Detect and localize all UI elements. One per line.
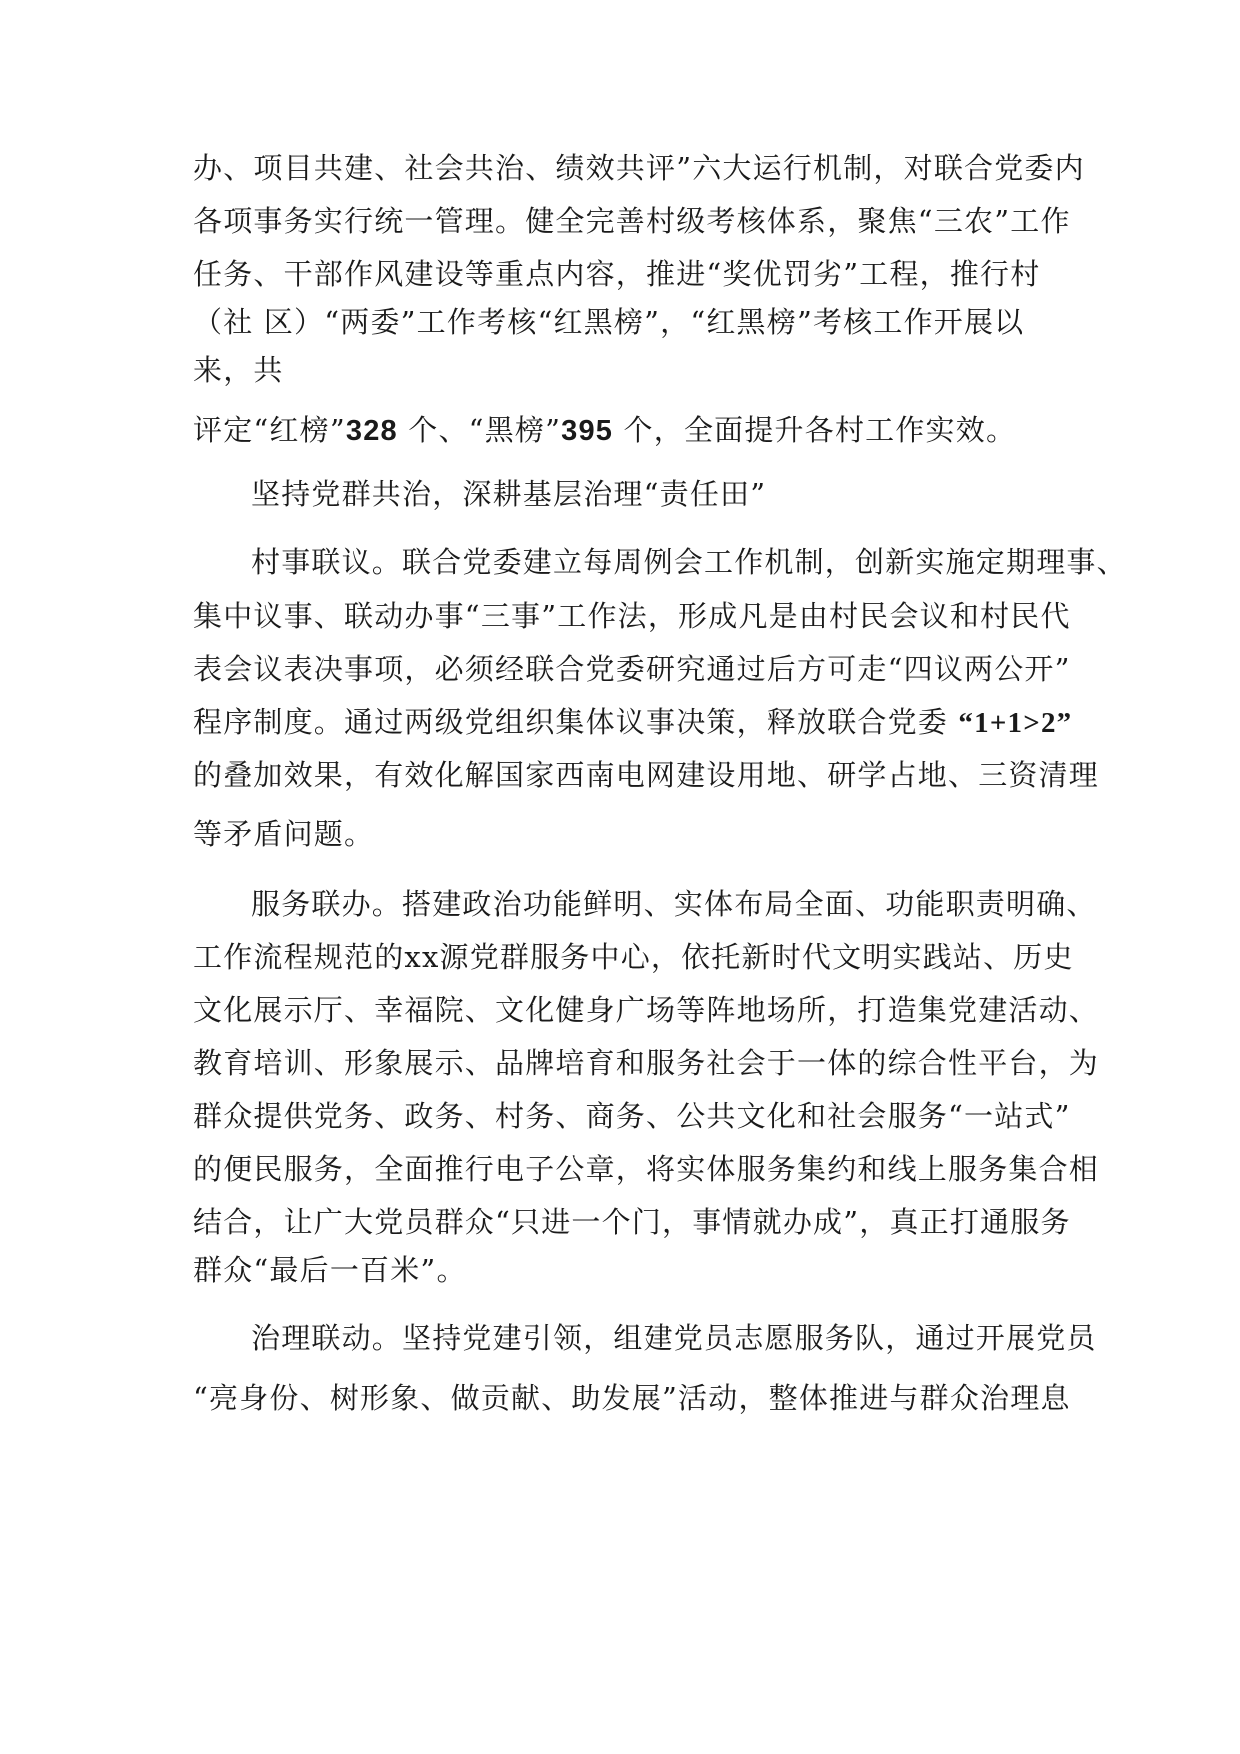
text-line: 表会议表决事项，必须经联合党委研究通过后方可走“四议两公开” <box>193 652 1071 686</box>
text-line: 村事联议。联合党委建立每周例会工作机制，创新实施定期理事、 <box>251 545 1127 579</box>
text-line: 工作流程规范的xx源党群服务中心，依托新时代文明实践站、历史 <box>193 940 1074 974</box>
section-heading: 坚持党群共治，深耕基层治理“责任田” <box>251 477 767 511</box>
text-line: 任务、干部作风建设等重点内容，推进“奖优罚劣”工程，推行村 <box>193 257 1041 291</box>
text-line: 结合，让广大党员群众“只进一个门，事情就办成”，真正打通服务 <box>193 1205 1071 1239</box>
text-line-stats <box>193 410 1053 450</box>
text-fragment: 个、“黑榜” <box>397 413 562 447</box>
text-fragment: 程序制度。通过两级党组织集体议事决策，释放联合党委 <box>193 705 959 739</box>
text-line: 教育培训、形象展示、品牌培育和服务社会于一体的综合性平台，为 <box>193 1046 1100 1080</box>
text-line-formula <box>193 702 1073 742</box>
text-fragment: 个，全面提升各村工作实效。 <box>613 413 1017 447</box>
text-line: 文化展示厅、幸福院、文化健身广场等阵地场所，打造集党建活动、 <box>193 993 1100 1027</box>
text-line: 办、项目共建、社会共治、绩效共评”六大运行机制，对联合党委内 <box>193 151 1085 185</box>
text-line: 的叠加效果，有效化解国家西南电网建设用地、研学占地、三资清理 <box>193 758 1100 792</box>
formula-text: “1+1>2” <box>958 707 1073 739</box>
text-line: 各项事务实行统一管理。健全完善村级考核体系，聚焦“三农”工作 <box>193 204 1071 238</box>
red-list-count: 328 <box>345 415 398 447</box>
text-line: （社 区）“两委”工作考核“红黑榜”，“红黑榜”考核工作开展以 <box>193 305 1025 339</box>
text-line: 服务联办。搭建政治功能鲜明、实体布局全面、功能职责明确、 <box>251 887 1097 921</box>
text-line: 治理联动。坚持党建引领，组建党员志愿服务队，通过开展党员 <box>251 1321 1097 1355</box>
text-line: “亮身份、树形象、做贡献、助发展”活动，整体推进与群众治理息 <box>193 1381 1071 1415</box>
text-fragment: 评定“红榜” <box>193 413 346 447</box>
text-line: 群众提供党务、政务、村务、商务、公共文化和社会服务“一站式” <box>193 1099 1071 1133</box>
text-line: 的便民服务，全面推行电子公章，将实体服务集约和线上服务集合相 <box>193 1152 1100 1186</box>
text-line: 集中议事、联动办事“三事”工作法，形成凡是由村民会议和村民代 <box>193 599 1071 633</box>
text-line: 等矛盾问题。 <box>193 817 375 851</box>
text-line: 来，共 <box>193 353 284 387</box>
text-line: 群众“最后一百米”。 <box>193 1253 467 1287</box>
black-list-count: 395 <box>561 415 614 447</box>
